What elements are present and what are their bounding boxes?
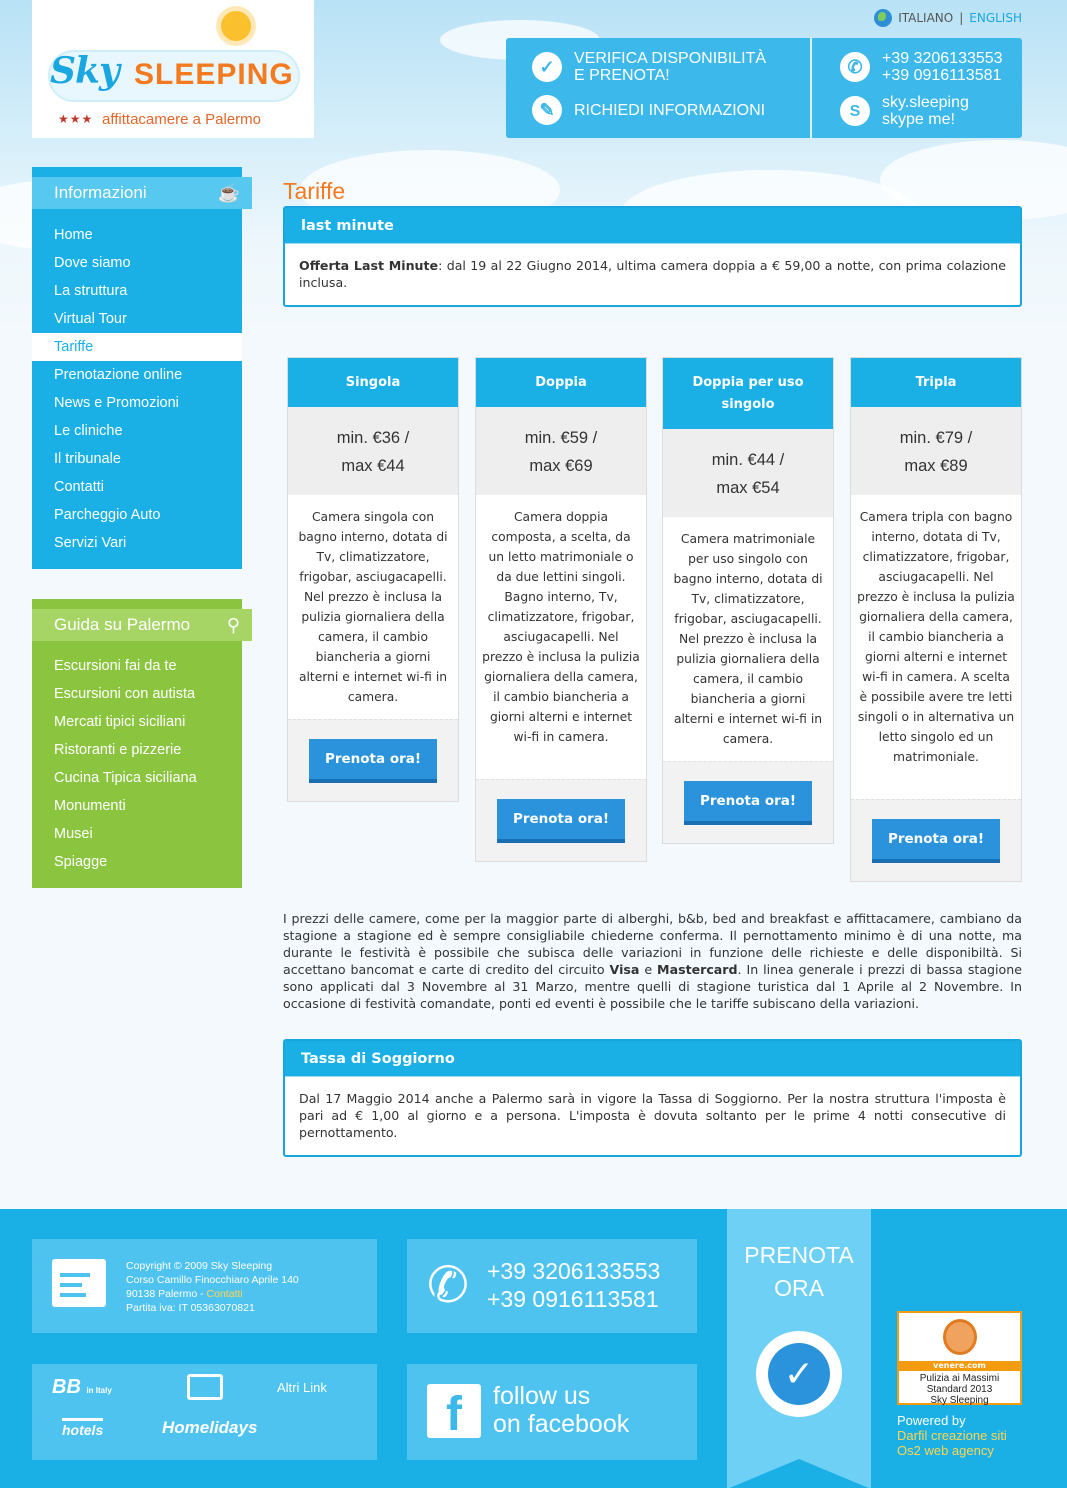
room-price-max: max €69 bbox=[529, 457, 593, 475]
room-footer bbox=[663, 761, 833, 843]
coffee-cup-icon: ☕ bbox=[217, 183, 240, 203]
page-title: Tariffe bbox=[283, 178, 346, 204]
tax-panel bbox=[283, 1039, 1022, 1157]
map-pin-icon: ⚲ bbox=[226, 615, 240, 635]
room-desc: Camera doppia composta, a scelta, da un letto matrimoniale o da due lettini singoli. Bagno interno, Tv, climatizzatore, frigobar, asciugacapelli. Nel prezzo è inclusa la pulizia giornaliera della camera, il cambio biancheria a giorni alterni e internet wi-fi in camera. bbox=[482, 510, 640, 744]
bb-logo-small: in Italy bbox=[86, 1386, 112, 1395]
request-info-label: RICHIEDI INFORMAZIONI bbox=[574, 101, 766, 119]
room-price-max: max €44 bbox=[341, 457, 405, 475]
room-name: Doppia per uso singolo bbox=[663, 358, 833, 429]
footer-links-box bbox=[32, 1364, 377, 1460]
venere-badge[interactable] bbox=[897, 1311, 1022, 1405]
badge-line1: Pulizia ai Massimi bbox=[919, 1373, 1000, 1384]
check-icon: ✓ bbox=[532, 52, 562, 82]
badge-line2: Standard 2013 bbox=[926, 1384, 993, 1395]
last-minute-bold: Offerta Last Minute bbox=[299, 258, 439, 273]
book-now-button[interactable]: Prenota ora! bbox=[684, 781, 812, 825]
sun-icon bbox=[221, 11, 251, 41]
cta-divider bbox=[810, 38, 812, 138]
book-now-button[interactable]: Prenota ora! bbox=[872, 819, 1000, 863]
lang-english[interactable]: ENGLISH bbox=[969, 11, 1022, 25]
room-price-min: min. €36 / bbox=[336, 429, 410, 447]
book-now-ribbon[interactable] bbox=[727, 1209, 871, 1459]
sidebar-info bbox=[32, 167, 242, 569]
last-minute-panel bbox=[283, 206, 1022, 307]
room-price bbox=[288, 407, 458, 495]
ribbon-text bbox=[727, 1239, 871, 1305]
ribbon-line2: ORA bbox=[774, 1275, 824, 1301]
powered-by bbox=[897, 1413, 1007, 1458]
document-icon bbox=[52, 1259, 106, 1307]
room-price-min: min. €59 / bbox=[524, 429, 598, 447]
stars-icon: ★★★ bbox=[58, 112, 94, 126]
cta-phone2: +39 0916113581 bbox=[882, 67, 1002, 84]
book-now-button[interactable]: Prenota ora! bbox=[497, 799, 625, 843]
check-line1: VERIFICA DISPONIBILITÀ bbox=[574, 50, 767, 67]
contacts-link[interactable]: Contatti bbox=[206, 1288, 243, 1300]
sidebar-info-list bbox=[32, 221, 242, 557]
pricing-notes bbox=[283, 910, 1022, 1012]
logo-tagline: affittacamere a Palermo bbox=[102, 111, 261, 128]
skype-contact[interactable] bbox=[840, 94, 969, 128]
ribbon-line1: PRENOTA bbox=[744, 1242, 854, 1268]
powered-link-darfil[interactable]: Darfil creazione siti bbox=[897, 1428, 1007, 1443]
globe-icon bbox=[874, 9, 892, 27]
fb-line2: on facebook bbox=[493, 1410, 630, 1438]
sidebar-guide-title: Guida su Palermo bbox=[54, 615, 191, 634]
pricing-notes-p1: I prezzi delle camere, come per la maggior parte di alberghi, b&b, bed and breakfast e affittacamere, cambiano da stagione a stagione ed è sempre consigliabile chiederne conferma. Il pernottamento minimo è di una notte, ma durante le festività è possibile che subisca delle variazioni in funzione delle richieste e delle disponibiltà. Si accettano bancomat e carte di credito del circuito bbox=[283, 911, 1022, 977]
room-name: Singola bbox=[288, 358, 458, 407]
copyright-text: Copyright © 2009 Sky Sleeping bbox=[126, 1260, 273, 1272]
hotels-web-link[interactable]: hotels bbox=[62, 1418, 103, 1438]
sidebar-item-la-struttura[interactable]: La struttura bbox=[54, 283, 128, 299]
footer bbox=[0, 1209, 1067, 1488]
cta-skype2: skype me! bbox=[882, 111, 955, 128]
sidebar-item-dove-siamo[interactable]: Dove siamo bbox=[54, 255, 131, 271]
cta-phone1: +39 3206133553 bbox=[882, 50, 1003, 67]
sidebar-item-le-cliniche[interactable]: Le cliniche bbox=[54, 423, 123, 439]
bb-logo-text: BB bbox=[52, 1376, 81, 1398]
footer-phones bbox=[487, 1257, 660, 1313]
check-circle-icon: ✓ bbox=[756, 1331, 842, 1417]
room-price bbox=[476, 407, 646, 495]
venere-face-icon bbox=[943, 1319, 977, 1355]
footer-phone1: +39 3206133553 bbox=[487, 1258, 661, 1284]
tax-heading: Tassa di Soggiorno bbox=[285, 1041, 1020, 1077]
sidebar-item-musei[interactable]: Musei bbox=[54, 826, 93, 842]
powered-by-label: Powered by bbox=[897, 1413, 966, 1428]
badge-emblem bbox=[899, 1313, 1020, 1361]
sidebar-item-spiagge[interactable]: Spiagge bbox=[54, 854, 108, 870]
room-desc: Camera tripla con bagno interno, dotata di Tv, climatizzatore, frigobar, asciugacapelli. Nel prezzo è inclusa la pulizia giornaliera della camera, il cambio biancheria a giorni alterni e internet wi-fi in camera. A scelta è possibile avere tre letti singoli o in alternativa un letto singolo ed un matrimoniale. bbox=[857, 510, 1015, 764]
room-card-doppia bbox=[475, 357, 647, 862]
facebook-box[interactable] bbox=[407, 1364, 697, 1460]
pricing-notes-p2: . In linea generale i prezzi di bassa stagione sono applicati dal 3 Novembre al 31 Marzo, mentre quelli di stagione turistica dal 1 Aprile al 2 Novembre. In occasione di festività comandate, ponti ed eventi è possibile che le tariffe subiscano della variazioni. bbox=[283, 962, 1022, 1011]
sidebar-info-title: Informazioni bbox=[54, 183, 147, 202]
sidebar-item-tariffe[interactable]: Tariffe bbox=[32, 333, 242, 361]
cta-skype1: sky.sleeping bbox=[882, 94, 969, 111]
sidebar-item-home[interactable]: Home bbox=[54, 227, 93, 243]
sidebar-item-prenotazione-online[interactable]: Prenotazione online bbox=[54, 367, 183, 383]
other-links-label: Altri Link bbox=[277, 1380, 327, 1395]
badge-brand: venere.com bbox=[899, 1361, 1020, 1371]
sidebar-item-news-e-promozioni[interactable]: News e Promozioni bbox=[54, 395, 179, 411]
sidebar-item-monumenti[interactable]: Monumenti bbox=[54, 798, 126, 814]
powered-link-os2[interactable]: Os2 web agency bbox=[897, 1443, 994, 1458]
logo-sky-text: Sky bbox=[50, 50, 119, 92]
room-footer bbox=[851, 799, 1021, 881]
last-minute-body bbox=[285, 244, 1020, 303]
sidebar-item-escursioni-fai-da-te[interactable]: Escursioni fai da te bbox=[54, 658, 177, 674]
facebook-icon: f bbox=[427, 1384, 481, 1438]
homelidays-link[interactable]: Homelidays bbox=[162, 1418, 258, 1437]
footer-copyright bbox=[126, 1259, 299, 1315]
room-card-doppia-uso-singolo bbox=[662, 357, 834, 844]
pencil-icon: ✎ bbox=[532, 95, 562, 125]
room-price-min: min. €79 / bbox=[899, 429, 973, 447]
sidebar-guide-header bbox=[32, 609, 252, 641]
mastercard-label: Mastercard bbox=[657, 962, 738, 977]
sidebar-item-parcheggio-auto[interactable]: Parcheggio Auto bbox=[54, 507, 161, 523]
room-card-tripla bbox=[850, 357, 1022, 882]
last-minute-text: : dal 19 al 22 Giugno 2014, ultima camera doppia a € 59,00 a notte, con prima colazione inclusa. bbox=[299, 258, 1006, 290]
room-desc: Camera singola con bagno interno, dotata di Tv, climatizzatore, frigobar, asciugacapelli. Nel prezzo è inclusa la pulizia giornaliera della camera, il cambio biancheria a giorni alterni e internet wi-fi in camera. bbox=[298, 510, 448, 704]
room-name: Tripla bbox=[851, 358, 1021, 407]
address-line2: 90138 Palermo - bbox=[126, 1288, 207, 1300]
header-cta bbox=[506, 38, 1022, 138]
tax-body: Dal 17 Maggio 2014 anche a Palermo sarà in vigore la Tassa di Soggiorno. Per la nostra struttura l'imposta è pari ad € 1,00 al giorno e a persona. L'imposta è dovuta soltanto per le prime 4 notti consecutive di pernottamento. bbox=[299, 1091, 1006, 1140]
fb-line1: follow us bbox=[493, 1382, 591, 1410]
skype-icon: S bbox=[840, 96, 870, 126]
check-line2: E PRENOTA! bbox=[574, 67, 670, 84]
sidebar-item-contatti[interactable]: Contatti bbox=[54, 479, 104, 495]
book-now-button[interactable]: Prenota ora! bbox=[309, 739, 437, 783]
logo-sleeping-text: SLEEPING bbox=[134, 58, 294, 91]
lang-italiano[interactable]: ITALIANO bbox=[898, 11, 954, 25]
pricing-and: e bbox=[639, 962, 658, 977]
room-footer bbox=[476, 779, 646, 861]
footer-address-box bbox=[32, 1239, 377, 1333]
logo[interactable] bbox=[32, 0, 314, 138]
room-cards bbox=[287, 357, 1022, 887]
badge-text bbox=[899, 1371, 1020, 1406]
sidebar-item-il-tribunale[interactable]: Il tribunale bbox=[54, 451, 121, 467]
visa-label: Visa bbox=[609, 962, 640, 977]
check-availability-link[interactable] bbox=[532, 50, 766, 84]
sidebar-guide-list bbox=[32, 652, 242, 876]
partner-logo-icon[interactable] bbox=[187, 1374, 223, 1400]
room-name: Doppia bbox=[476, 358, 646, 407]
sidebar-item-virtual-tour[interactable]: Virtual Tour bbox=[54, 311, 127, 327]
room-desc: Camera matrimoniale per uso singolo con bagno interno, dotata di Tv, climatizzatore, frigobar, asciugacapelli. Nel prezzo è inclusa la pulizia giornaliera della camera, il cambio biancheria a giorni alterni e internet wi-fi in camera. bbox=[673, 532, 823, 746]
room-price bbox=[663, 429, 833, 517]
phone-contact[interactable] bbox=[840, 50, 1003, 84]
bb-italy-link[interactable] bbox=[52, 1376, 112, 1399]
sidebar-guide bbox=[32, 599, 242, 888]
sidebar-item-servizi-vari[interactable]: Servizi Vari bbox=[54, 535, 127, 551]
sidebar-info-header bbox=[32, 177, 252, 209]
language-switcher bbox=[874, 9, 1022, 27]
footer-phone-box[interactable] bbox=[407, 1239, 697, 1333]
phone-icon: ✆ bbox=[840, 52, 870, 82]
badge-line3: Sky Sleeping bbox=[930, 1395, 989, 1406]
room-card-singola bbox=[287, 357, 459, 802]
lang-separator: | bbox=[959, 11, 964, 25]
room-price-min: min. €44 / bbox=[711, 451, 785, 469]
sidebar-item-escursioni-con-autista[interactable]: Escursioni con autista bbox=[54, 686, 196, 702]
sidebar-item-ristoranti-e-pizzerie[interactable]: Ristoranti e pizzerie bbox=[54, 742, 182, 758]
request-info-link[interactable] bbox=[532, 95, 765, 125]
sidebar-item-mercati-tipici-siciliani[interactable]: Mercati tipici siciliani bbox=[54, 714, 186, 730]
room-footer bbox=[288, 719, 458, 801]
room-price-max: max €89 bbox=[904, 457, 968, 475]
footer-phone2: +39 0916113581 bbox=[487, 1286, 659, 1312]
phone-icon: ✆ bbox=[427, 1256, 469, 1314]
facebook-text bbox=[493, 1382, 629, 1438]
vat-number: Partita iva: IT 05363070821 bbox=[126, 1302, 255, 1314]
sidebar-item-cucina-tipica-siciliana[interactable]: Cucina Tipica siciliana bbox=[54, 770, 197, 786]
address-line1: Corso Camillo Finocchiaro Aprile 140 bbox=[126, 1274, 299, 1286]
room-price bbox=[851, 407, 1021, 495]
last-minute-heading: last minute bbox=[285, 208, 1020, 244]
room-price-max: max €54 bbox=[716, 479, 780, 497]
